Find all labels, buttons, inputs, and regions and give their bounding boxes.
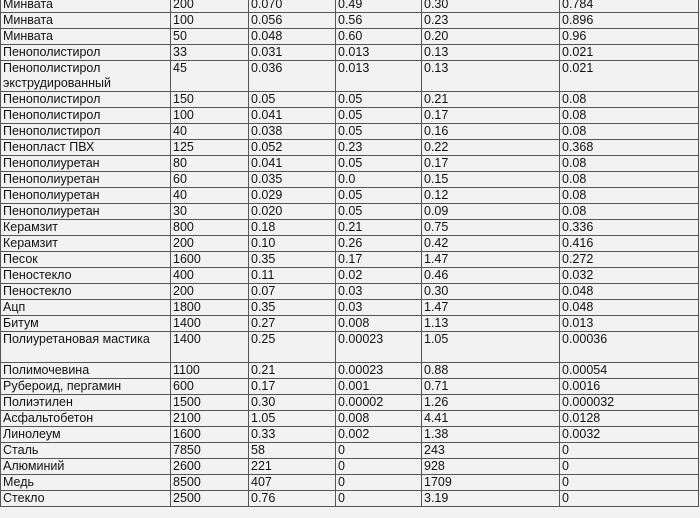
value-cell-4: 0.13 bbox=[422, 45, 560, 61]
material-name-cell: Пенополистирол bbox=[1, 92, 171, 108]
value-cell-2: 0.33 bbox=[249, 427, 336, 443]
value-cell-5: 0.00036 bbox=[560, 332, 699, 363]
table-row bbox=[1, 236, 699, 252]
value-cell-3: 0.03 bbox=[336, 284, 422, 300]
value-cell-4: 1.47 bbox=[422, 252, 560, 268]
value-cell-4: 1.05 bbox=[422, 332, 560, 363]
value-cell-3: 0.05 bbox=[336, 108, 422, 124]
value-cell-5: 0.416 bbox=[560, 236, 699, 252]
value-cell-2: 0.35 bbox=[249, 300, 336, 316]
value-cell-4: 0.17 bbox=[422, 108, 560, 124]
value-cell-5: 0.08 bbox=[560, 204, 699, 220]
value-cell-2: 0.070 bbox=[249, 0, 336, 13]
value-cell-1: 1800 bbox=[171, 300, 249, 316]
value-cell-4: 0.09 bbox=[422, 204, 560, 220]
material-name-cell: Асфальтобетон bbox=[1, 411, 171, 427]
table-row bbox=[1, 443, 699, 459]
value-cell-1: 200 bbox=[171, 284, 249, 300]
material-name-cell: Стекло bbox=[1, 491, 171, 507]
value-cell-1: 200 bbox=[171, 0, 249, 13]
value-cell-5: 0.0032 bbox=[560, 427, 699, 443]
value-cell-2: 0.76 bbox=[249, 491, 336, 507]
table-row bbox=[1, 45, 699, 61]
value-cell-5: 0 bbox=[560, 491, 699, 507]
material-name-cell: Песок bbox=[1, 252, 171, 268]
material-name-cell: Рубероид, пергамин bbox=[1, 379, 171, 395]
table-row bbox=[1, 61, 699, 92]
material-name-cell: Пенополиуретан bbox=[1, 204, 171, 220]
material-name-cell: Пенополиуретан bbox=[1, 156, 171, 172]
material-name-cell: Пенопласт ПВХ bbox=[1, 140, 171, 156]
material-name-cell: Пенополиуретан bbox=[1, 188, 171, 204]
material-name-cell: Алюминий bbox=[1, 459, 171, 475]
value-cell-3: 0 bbox=[336, 491, 422, 507]
table-row bbox=[1, 427, 699, 443]
value-cell-4: 4.41 bbox=[422, 411, 560, 427]
value-cell-2: 0.05 bbox=[249, 92, 336, 108]
value-cell-5: 0.048 bbox=[560, 300, 699, 316]
value-cell-3: 0.0 bbox=[336, 172, 422, 188]
value-cell-1: 80 bbox=[171, 156, 249, 172]
value-cell-3: 0.05 bbox=[336, 188, 422, 204]
value-cell-2: 0.041 bbox=[249, 108, 336, 124]
table-row bbox=[1, 108, 699, 124]
value-cell-5: 0.08 bbox=[560, 172, 699, 188]
value-cell-2: 0.18 bbox=[249, 220, 336, 236]
value-cell-2: 0.029 bbox=[249, 188, 336, 204]
table-row bbox=[1, 395, 699, 411]
value-cell-4: 0.17 bbox=[422, 156, 560, 172]
value-cell-3: 0.60 bbox=[336, 29, 422, 45]
value-cell-5: 0 bbox=[560, 443, 699, 459]
value-cell-5: 0.08 bbox=[560, 92, 699, 108]
table-row bbox=[1, 379, 699, 395]
value-cell-3: 0.05 bbox=[336, 156, 422, 172]
table-row bbox=[1, 29, 699, 45]
value-cell-1: 40 bbox=[171, 188, 249, 204]
value-cell-5: 0.00054 bbox=[560, 363, 699, 379]
value-cell-2: 0.10 bbox=[249, 236, 336, 252]
value-cell-3: 0.008 bbox=[336, 411, 422, 427]
value-cell-3: 0.013 bbox=[336, 61, 422, 92]
value-cell-4: 1.13 bbox=[422, 316, 560, 332]
material-name-cell: Полиэтилен bbox=[1, 395, 171, 411]
value-cell-5: 0 bbox=[560, 475, 699, 491]
value-cell-1: 2100 bbox=[171, 411, 249, 427]
value-cell-2: 0.35 bbox=[249, 252, 336, 268]
table-row bbox=[1, 475, 699, 491]
value-cell-3: 0.05 bbox=[336, 124, 422, 140]
value-cell-5: 0.08 bbox=[560, 124, 699, 140]
material-name-cell: Ацп bbox=[1, 300, 171, 316]
value-cell-1: 33 bbox=[171, 45, 249, 61]
value-cell-1: 50 bbox=[171, 29, 249, 45]
value-cell-5: 0.08 bbox=[560, 188, 699, 204]
value-cell-4: 1.38 bbox=[422, 427, 560, 443]
material-name-cell: Пеностекло bbox=[1, 268, 171, 284]
table-row bbox=[1, 172, 699, 188]
value-cell-3: 0.00002 bbox=[336, 395, 422, 411]
value-cell-4: 0.42 bbox=[422, 236, 560, 252]
value-cell-2: 0.27 bbox=[249, 316, 336, 332]
value-cell-4: 0.30 bbox=[422, 284, 560, 300]
value-cell-3: 0.008 bbox=[336, 316, 422, 332]
value-cell-1: 8500 bbox=[171, 475, 249, 491]
value-cell-5: 0.021 bbox=[560, 61, 699, 92]
value-cell-4: 3.19 bbox=[422, 491, 560, 507]
material-name-cell: Полимочевина bbox=[1, 363, 171, 379]
value-cell-5: 0.96 bbox=[560, 29, 699, 45]
value-cell-5: 0.08 bbox=[560, 156, 699, 172]
value-cell-3: 0.03 bbox=[336, 300, 422, 316]
value-cell-3: 0.05 bbox=[336, 92, 422, 108]
material-name-cell: Пенополистирол bbox=[1, 45, 171, 61]
value-cell-1: 400 bbox=[171, 268, 249, 284]
value-cell-3: 0 bbox=[336, 443, 422, 459]
value-cell-5: 0.896 bbox=[560, 13, 699, 29]
value-cell-1: 125 bbox=[171, 140, 249, 156]
value-cell-2: 0.11 bbox=[249, 268, 336, 284]
material-name-cell: Керамзит bbox=[1, 220, 171, 236]
value-cell-4: 1.47 bbox=[422, 300, 560, 316]
value-cell-2: 0.25 bbox=[249, 332, 336, 363]
value-cell-3: 0.002 bbox=[336, 427, 422, 443]
value-cell-3: 0.05 bbox=[336, 204, 422, 220]
value-cell-5: 0.021 bbox=[560, 45, 699, 61]
value-cell-1: 1400 bbox=[171, 332, 249, 363]
value-cell-3: 0.56 bbox=[336, 13, 422, 29]
table-row bbox=[1, 220, 699, 236]
material-name-cell: Минвата bbox=[1, 13, 171, 29]
value-cell-2: 0.038 bbox=[249, 124, 336, 140]
table-row bbox=[1, 0, 699, 13]
value-cell-5: 0.013 bbox=[560, 316, 699, 332]
value-cell-5: 0.336 bbox=[560, 220, 699, 236]
value-cell-2: 0.048 bbox=[249, 29, 336, 45]
value-cell-3: 0.23 bbox=[336, 140, 422, 156]
table-row bbox=[1, 13, 699, 29]
value-cell-3: 0.02 bbox=[336, 268, 422, 284]
table-row bbox=[1, 332, 699, 363]
value-cell-1: 100 bbox=[171, 108, 249, 124]
materials-table-body bbox=[1, 0, 699, 507]
table-row bbox=[1, 284, 699, 300]
value-cell-3: 0 bbox=[336, 475, 422, 491]
value-cell-5: 0.272 bbox=[560, 252, 699, 268]
value-cell-2: 1.05 bbox=[249, 411, 336, 427]
table-row bbox=[1, 188, 699, 204]
value-cell-2: 0.30 bbox=[249, 395, 336, 411]
value-cell-4: 0.23 bbox=[422, 13, 560, 29]
value-cell-3: 0 bbox=[336, 459, 422, 475]
value-cell-2: 0.07 bbox=[249, 284, 336, 300]
value-cell-1: 2600 bbox=[171, 459, 249, 475]
table-row bbox=[1, 459, 699, 475]
value-cell-1: 40 bbox=[171, 124, 249, 140]
value-cell-1: 150 bbox=[171, 92, 249, 108]
value-cell-1: 45 bbox=[171, 61, 249, 92]
value-cell-5: 0.000032 bbox=[560, 395, 699, 411]
value-cell-4: 0.13 bbox=[422, 61, 560, 92]
material-name-cell: Минвата bbox=[1, 29, 171, 45]
material-name-cell: Пенополистирол bbox=[1, 108, 171, 124]
value-cell-4: 928 bbox=[422, 459, 560, 475]
value-cell-1: 1600 bbox=[171, 252, 249, 268]
value-cell-4: 0.30 bbox=[422, 0, 560, 13]
value-cell-1: 1500 bbox=[171, 395, 249, 411]
material-name-cell: Пенополистирол экструдированный bbox=[1, 61, 171, 92]
material-name-cell: Линолеум bbox=[1, 427, 171, 443]
value-cell-4: 0.22 bbox=[422, 140, 560, 156]
value-cell-1: 30 bbox=[171, 204, 249, 220]
material-name-cell: Полиуретановая мастика bbox=[1, 332, 171, 363]
value-cell-2: 58 bbox=[249, 443, 336, 459]
value-cell-2: 0.020 bbox=[249, 204, 336, 220]
value-cell-4: 1709 bbox=[422, 475, 560, 491]
table-row bbox=[1, 363, 699, 379]
value-cell-3: 0.013 bbox=[336, 45, 422, 61]
value-cell-3: 0.26 bbox=[336, 236, 422, 252]
value-cell-2: 0.036 bbox=[249, 61, 336, 92]
value-cell-4: 0.20 bbox=[422, 29, 560, 45]
table-row bbox=[1, 156, 699, 172]
material-name-cell: Медь bbox=[1, 475, 171, 491]
value-cell-4: 0.88 bbox=[422, 363, 560, 379]
value-cell-1: 100 bbox=[171, 13, 249, 29]
value-cell-4: 0.12 bbox=[422, 188, 560, 204]
material-name-cell: Керамзит bbox=[1, 236, 171, 252]
material-name-cell: Пенополистирол bbox=[1, 124, 171, 140]
value-cell-3: 0.00023 bbox=[336, 332, 422, 363]
value-cell-4: 243 bbox=[422, 443, 560, 459]
value-cell-5: 0.784 bbox=[560, 0, 699, 13]
value-cell-1: 7850 bbox=[171, 443, 249, 459]
value-cell-4: 0.46 bbox=[422, 268, 560, 284]
value-cell-5: 0 bbox=[560, 459, 699, 475]
value-cell-5: 0.0016 bbox=[560, 379, 699, 395]
value-cell-5: 0.0128 bbox=[560, 411, 699, 427]
value-cell-1: 60 bbox=[171, 172, 249, 188]
material-name-cell: Минвата bbox=[1, 0, 171, 13]
value-cell-2: 0.052 bbox=[249, 140, 336, 156]
table-row bbox=[1, 300, 699, 316]
value-cell-4: 0.75 bbox=[422, 220, 560, 236]
value-cell-5: 0.032 bbox=[560, 268, 699, 284]
value-cell-1: 1400 bbox=[171, 316, 249, 332]
value-cell-4: 1.26 bbox=[422, 395, 560, 411]
table-row bbox=[1, 316, 699, 332]
table-row bbox=[1, 204, 699, 220]
value-cell-3: 0.49 bbox=[336, 0, 422, 13]
table-row bbox=[1, 491, 699, 507]
value-cell-2: 0.21 bbox=[249, 363, 336, 379]
table-row bbox=[1, 140, 699, 156]
value-cell-1: 1100 bbox=[171, 363, 249, 379]
table-row bbox=[1, 268, 699, 284]
value-cell-2: 0.056 bbox=[249, 13, 336, 29]
value-cell-1: 600 bbox=[171, 379, 249, 395]
value-cell-4: 0.21 bbox=[422, 92, 560, 108]
value-cell-2: 221 bbox=[249, 459, 336, 475]
value-cell-4: 0.71 bbox=[422, 379, 560, 395]
value-cell-2: 0.031 bbox=[249, 45, 336, 61]
value-cell-3: 0.17 bbox=[336, 252, 422, 268]
table-row bbox=[1, 124, 699, 140]
value-cell-3: 0.001 bbox=[336, 379, 422, 395]
table-row bbox=[1, 92, 699, 108]
value-cell-1: 800 bbox=[171, 220, 249, 236]
material-name-cell: Сталь bbox=[1, 443, 171, 459]
value-cell-4: 0.15 bbox=[422, 172, 560, 188]
material-name-cell: Битум bbox=[1, 316, 171, 332]
table-row bbox=[1, 252, 699, 268]
value-cell-2: 0.035 bbox=[249, 172, 336, 188]
table-row bbox=[1, 411, 699, 427]
value-cell-3: 0.21 bbox=[336, 220, 422, 236]
value-cell-5: 0.048 bbox=[560, 284, 699, 300]
material-name-cell: Пенополиуретан bbox=[1, 172, 171, 188]
value-cell-4: 0.16 bbox=[422, 124, 560, 140]
value-cell-5: 0.368 bbox=[560, 140, 699, 156]
value-cell-2: 0.041 bbox=[249, 156, 336, 172]
value-cell-5: 0.08 bbox=[560, 108, 699, 124]
value-cell-2: 407 bbox=[249, 475, 336, 491]
value-cell-3: 0.00023 bbox=[336, 363, 422, 379]
material-name-cell: Пеностекло bbox=[1, 284, 171, 300]
value-cell-1: 1600 bbox=[171, 427, 249, 443]
value-cell-1: 200 bbox=[171, 236, 249, 252]
value-cell-1: 2500 bbox=[171, 491, 249, 507]
value-cell-2: 0.17 bbox=[249, 379, 336, 395]
